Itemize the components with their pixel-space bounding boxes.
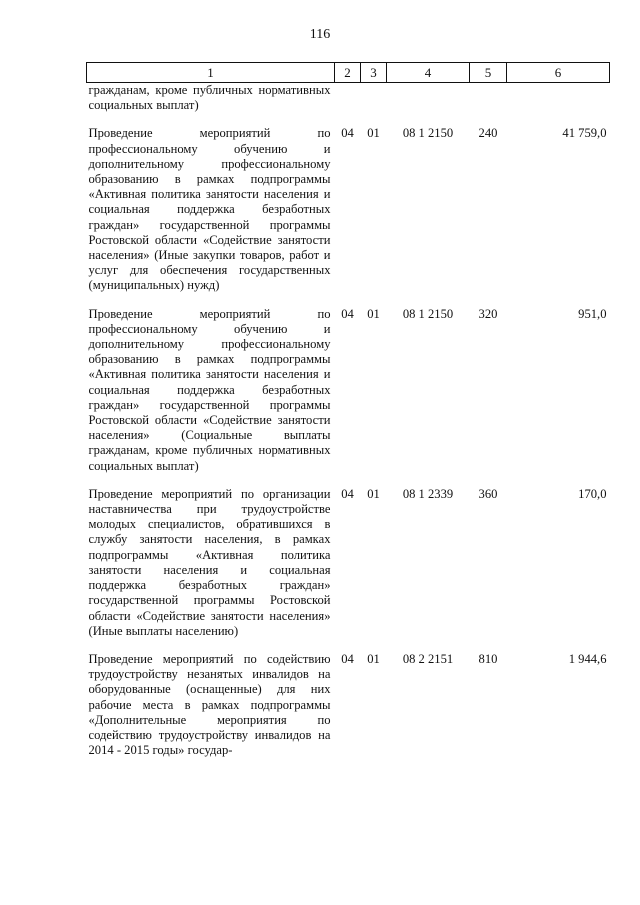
column-header: 5 (470, 63, 507, 83)
row-description: Проведение мероприятий по профессиональному обучению и дополнительному профессиональному образованию в рамках подпрограммы «Активная политика занятости населения и социальная поддержка безработных граждан» государственной программы Ростовской области «Содействие занятости населения» (Социальные выплаты гражданам, кроме публичных нормативных социальных выплат) (88, 306, 331, 473)
column-header: 4 (387, 63, 470, 83)
row-kind: 320 (478, 306, 498, 321)
row-kind: 240 (478, 126, 498, 141)
row-kind: 360 (478, 486, 498, 501)
row-description: Проведение мероприятий по профессиональному обучению и дополнительному профессиональному образованию в рамках подпрограммы «Активная политика занятости населения и социальная поддержка безработных граждан» государственной программы Ростовской области «Содействие занятости населения» (Иные закупки товаров, работ и услуг для обеспечения государственных (муниципальных) нужд) (88, 126, 331, 293)
row-target: 08 1 2339 (402, 486, 454, 501)
row-subsection: 01 (367, 126, 380, 141)
budget-table (86, 62, 610, 758)
row-description: Проведение мероприятий по содействию трудоустройству незанятых инвалидов на оборудованные (оснащенные) для них рабочие места в рамках подпрограммы «Дополнительные мероприятия по содействию трудоустройству инвалидов на 2014 - 2015 годы» государ- (88, 651, 331, 758)
row-amount: 41 759,0 (562, 126, 607, 141)
column-header: 1 (87, 63, 335, 83)
row-target: 08 1 2150 (402, 126, 454, 141)
row-subsection: 01 (367, 651, 380, 666)
row-kind: 810 (478, 651, 498, 666)
row-subsection: 01 (367, 486, 380, 501)
continuation-text: гражданам, кроме публичных нормативных социальных выплат) (88, 83, 331, 113)
table-row (87, 307, 610, 474)
column-header: 2 (335, 63, 361, 83)
row-amount: 1 944,6 (568, 651, 607, 666)
row-section: 04 (341, 126, 354, 141)
row-target: 08 1 2150 (402, 306, 454, 321)
page-number: 116 (309, 27, 331, 42)
table-row (87, 83, 610, 114)
row-target: 08 2 2151 (402, 651, 454, 666)
row-amount: 170,0 (578, 486, 607, 501)
row-amount: 951,0 (578, 306, 607, 321)
row-section: 04 (341, 306, 354, 321)
table-row (87, 126, 610, 293)
column-header: 6 (507, 63, 610, 83)
row-subsection: 01 (367, 306, 380, 321)
table-header (87, 63, 610, 83)
row-section: 04 (341, 486, 354, 501)
row-description: Проведение мероприятий по организации наставничества при трудоустройстве молодых специалистов, обратившихся в службу занятости населения, в рамках подпрограммы «Активная политика занятости населения и социальная поддержка безработных граждан» государственной программы Ростовской области «Содействие занятости населения» (Иные выплаты населению) (88, 486, 331, 638)
row-section: 04 (341, 651, 354, 666)
column-header: 3 (361, 63, 387, 83)
table-row (87, 652, 610, 758)
table-row (87, 487, 610, 639)
